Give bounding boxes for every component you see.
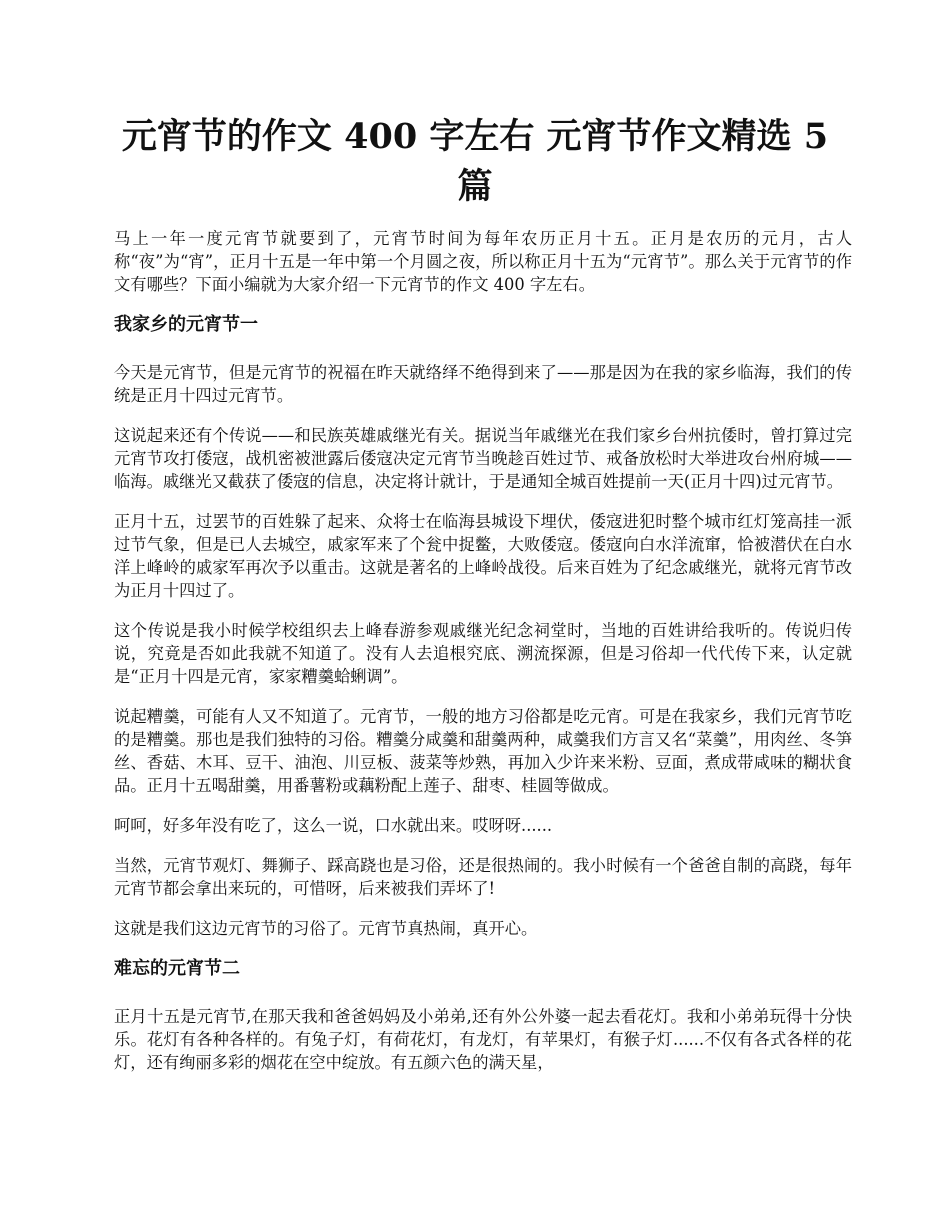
intro-paragraph: 马上一年一度元宵节就要到了，元宵节时间为每年农历正月十五。正月是农历的元月，古人称“夜”为“宵”，正月十五是一年中第一个月圆之夜，所以称正月十五为“元宵节”。那么关于元宵节的作文有哪些？下面小编就为大家介绍一下元宵节的作文 400 字左右。 [114, 229, 852, 294]
paragraph: 正月十五，过罢节的百姓躲了起来、众将士在临海县城设下埋伏，倭寇进犯时整个城市红灯笼高挂一派过节气象，但是已人去城空，戚家军来了个瓮中捉鳖，大败倭寇。倭寇向白水洋流窜，恰被潜伏在白水洋上峰岭的戚家军再次予以重击。这就是著名的上峰岭战役。后来百姓为了纪念戚继光，就将元宵节改为正月十四过了。 [114, 512, 852, 600]
paragraph: 正月十五是元宵节,在那天我和爸爸妈妈及小弟弟,还有外公外婆一起去看花灯。我和小弟弟玩得十分快乐。花灯有各种各样的。有兔子灯，有荷花灯，有龙灯，有苹果灯，有猴子灯......不仅有各式各样的花灯，还有绚丽多彩的烟花在空中绽放。有五颜六色的满天星， [114, 1007, 852, 1072]
paragraph: 说起糟羹，可能有人又不知道了。元宵节，一般的地方习俗都是吃元宵。可是在我家乡，我们元宵节吃的是糟羹。那也是我们独特的习俗。糟羹分咸羹和甜羹两种，咸羹我们方言又名“菜羹”，用肉丝、冬笋丝、香菇、木耳、豆干、油泡、川豆板、菠菜等炒熟，再加入少许来米粉、豆面，煮成带咸味的糊状食品。正月十五喝甜羹，用番薯粉或藕粉配上莲子、甜枣、桂圆等做成。 [114, 707, 852, 795]
article-body [114, 227, 852, 1091]
paragraph: 今天是元宵节，但是元宵节的祝福在昨天就络绎不绝得到来了——那是因为在我的家乡临海，我们的传统是正月十四过元宵节。 [114, 363, 852, 405]
section-heading-2: 难忘的元宵节二 [114, 958, 240, 979]
paragraph: 当然，元宵节观灯、舞狮子、踩高跷也是习俗，还是很热闹的。我小时候有一个爸爸自制的高跷，每年元宵节都会拿出来玩的，可惜呀，后来被我们弄坏了! [114, 856, 852, 898]
page-title: 元宵节的作文 400 字左右 元宵节作文精选 5 篇 [121, 116, 829, 207]
section-heading-1: 我家乡的元宵节一 [114, 314, 258, 335]
paragraph: 这说起来还有个传说——和民族英雄戚继光有关。据说当年戚继光在我们家乡台州抗倭时，曾打算过完元宵节攻打倭寇，战机密被泄露后倭寇决定元宵节当晚趁百姓过节、戒备放松时大举进攻台州府城——临海。戚继光又截获了倭寇的信息，决定将计就计，于是通知全城百姓提前一天(正月十四)过元宵节。 [114, 426, 852, 491]
paragraph: 这就是我们这边元宵节的习俗了。元宵节真热闹，真开心。 [114, 919, 538, 938]
paragraph: 呵呵，好多年没有吃了，这么一说，口水就出来。哎呀呀...... [114, 816, 553, 835]
paragraph: 这个传说是我小时候学校组织去上峰春游参观戚继光纪念祠堂时，当地的百姓讲给我听的。传说归传说，究竟是否如此我就不知道了。没有人去追根究底、溯流探源，但是习俗却一代代传下来，认定就是“正月十四是元宵，家家糟羹蛤蜊调”。 [114, 621, 852, 686]
